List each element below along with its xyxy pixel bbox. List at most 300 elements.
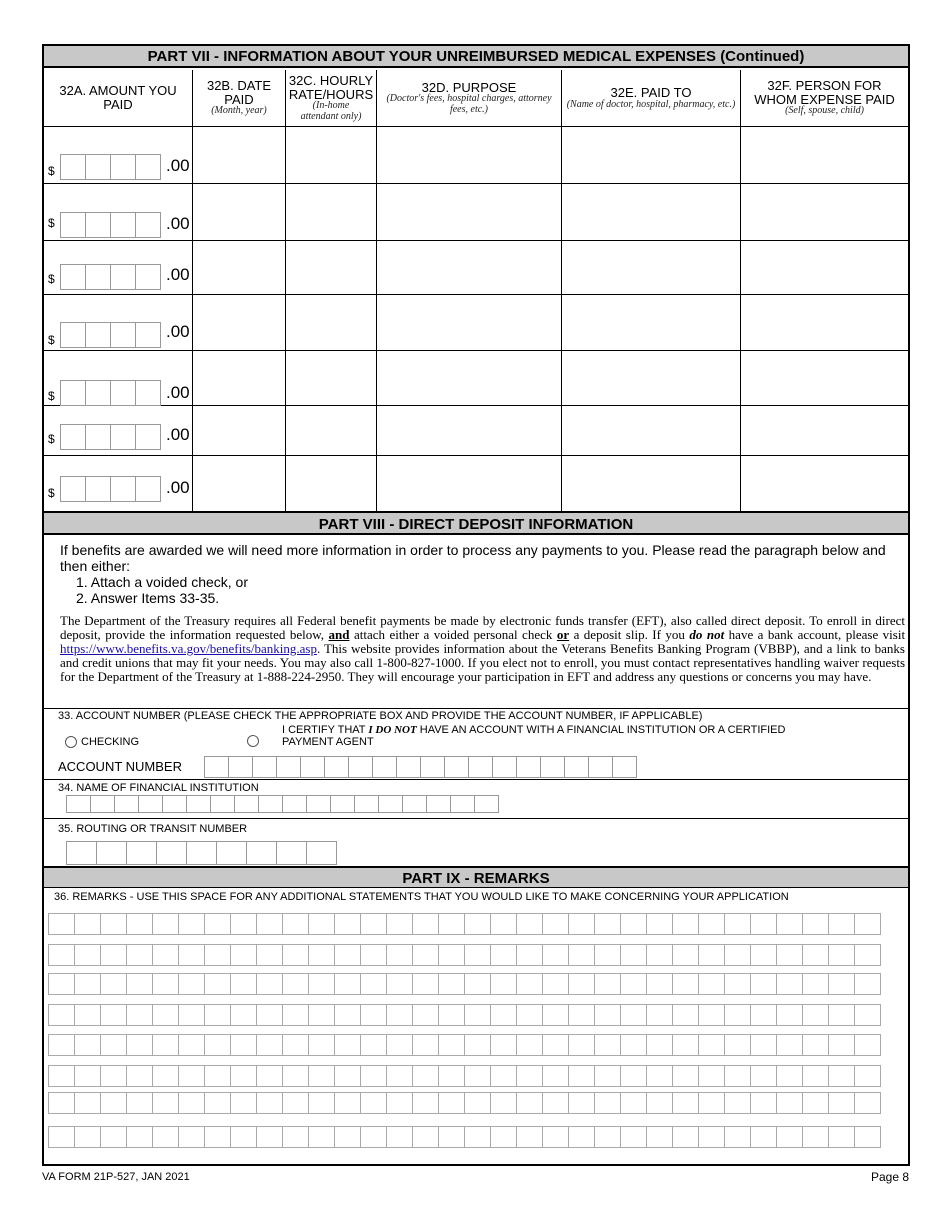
certify-text: HAVE AN ACCOUNT WITH A FINANCIAL INSTITUTION OR A CERTIFIED PAYMENT AGENT — [282, 724, 786, 748]
remark-char-box[interactable] — [74, 1126, 101, 1148]
remark-char-box[interactable] — [282, 973, 309, 995]
remark-char-box[interactable] — [256, 944, 283, 966]
remark-char-box[interactable] — [438, 913, 465, 935]
remark-char-box[interactable] — [386, 1065, 413, 1087]
remark-char-box[interactable] — [724, 1034, 751, 1056]
remark-char-box[interactable] — [724, 1092, 751, 1114]
remark-char-box[interactable] — [360, 944, 387, 966]
remark-char-box[interactable] — [750, 1004, 777, 1026]
remark-char-box[interactable] — [178, 1004, 205, 1026]
remark-char-box[interactable] — [178, 913, 205, 935]
remark-char-box[interactable] — [672, 1034, 699, 1056]
remark-char-box[interactable] — [100, 1004, 127, 1026]
remark-char-box[interactable] — [802, 1034, 829, 1056]
remark-char-box[interactable] — [334, 1004, 361, 1026]
remark-char-box[interactable] — [854, 913, 881, 935]
remark-char-box[interactable] — [74, 944, 101, 966]
remark-char-box[interactable] — [360, 1065, 387, 1087]
remark-char-box[interactable] — [854, 1065, 881, 1087]
remark-char-box[interactable] — [542, 1126, 569, 1148]
col-c-header — [286, 70, 376, 126]
remark-char-box[interactable] — [646, 944, 673, 966]
remarks-line-7[interactable] — [48, 1092, 880, 1114]
remark-char-box[interactable] — [828, 1034, 855, 1056]
cents-label: .00 — [166, 383, 190, 402]
remark-char-box[interactable] — [438, 1034, 465, 1056]
remark-char-box[interactable] — [126, 1065, 153, 1087]
remark-char-box[interactable] — [334, 944, 361, 966]
remark-char-box[interactable] — [230, 1004, 257, 1026]
remark-char-box[interactable] — [230, 1092, 257, 1114]
remark-char-box[interactable] — [672, 973, 699, 995]
para-do-not: do not — [689, 627, 725, 642]
remark-char-box[interactable] — [568, 1065, 595, 1087]
remark-char-box[interactable] — [542, 1034, 569, 1056]
remark-char-box[interactable] — [568, 1004, 595, 1026]
remark-char-box[interactable] — [828, 944, 855, 966]
remark-char-box[interactable] — [126, 1126, 153, 1148]
remark-char-box[interactable] — [802, 1004, 829, 1026]
remark-char-box[interactable] — [698, 913, 725, 935]
remark-char-box[interactable] — [256, 1065, 283, 1087]
remark-char-box[interactable] — [412, 1034, 439, 1056]
banking-link[interactable]: https://www.benefits.va.gov/benefits/banking.asp — [60, 641, 317, 656]
col-d-label: 32D. PURPOSE — [421, 79, 517, 95]
remarks-line-3[interactable] — [48, 973, 880, 995]
intro-text: If benefits are awarded we will need more information in order to process any payments to you. Please read the paragraph below and then either: — [60, 542, 886, 574]
remark-char-box[interactable] — [750, 1065, 777, 1087]
remark-char-box[interactable] — [854, 1004, 881, 1026]
remark-char-box[interactable] — [776, 1004, 803, 1026]
remark-char-box[interactable] — [594, 973, 621, 995]
remark-char-box[interactable] — [620, 973, 647, 995]
remark-char-box[interactable] — [828, 1126, 855, 1148]
remark-char-box[interactable] — [724, 913, 751, 935]
remark-char-box[interactable] — [126, 1004, 153, 1026]
remark-char-box[interactable] — [438, 1092, 465, 1114]
remark-char-box[interactable] — [308, 1004, 335, 1026]
remark-char-box[interactable] — [438, 1126, 465, 1148]
remark-char-box[interactable] — [230, 1126, 257, 1148]
remark-char-box[interactable] — [672, 1065, 699, 1087]
remark-char-box[interactable] — [724, 973, 751, 995]
remark-char-box[interactable] — [516, 973, 543, 995]
remark-char-box[interactable] — [516, 944, 543, 966]
remark-char-box[interactable] — [802, 973, 829, 995]
remark-char-box[interactable] — [230, 1065, 257, 1087]
remark-char-box[interactable] — [620, 1092, 647, 1114]
remark-char-box[interactable] — [620, 1065, 647, 1087]
remark-char-box[interactable] — [646, 1034, 673, 1056]
remark-char-box[interactable] — [412, 973, 439, 995]
remark-char-box[interactable] — [568, 1126, 595, 1148]
remark-char-box[interactable] — [464, 973, 491, 995]
remark-char-box[interactable] — [568, 913, 595, 935]
remark-char-box[interactable] — [542, 1065, 569, 1087]
part7-title: PART VII - INFORMATION ABOUT YOUR UNREIMBURSED MEDICAL EXPENSES (Continued) — [44, 46, 908, 68]
remark-char-box[interactable] — [412, 1092, 439, 1114]
remark-char-box[interactable] — [386, 913, 413, 935]
checking-radio[interactable] — [65, 736, 77, 748]
remark-char-box[interactable] — [412, 1126, 439, 1148]
remark-char-box[interactable] — [230, 944, 257, 966]
remarks-line-1[interactable] — [48, 913, 880, 935]
remark-char-box[interactable] — [490, 913, 517, 935]
remark-char-box[interactable] — [48, 913, 75, 935]
remark-char-box[interactable] — [542, 1092, 569, 1114]
remark-char-box[interactable] — [724, 1004, 751, 1026]
remark-char-box[interactable] — [178, 1065, 205, 1087]
remark-char-box[interactable] — [620, 944, 647, 966]
dollar-sign: $ — [48, 272, 55, 286]
remark-char-box[interactable] — [776, 913, 803, 935]
remark-char-box[interactable] — [490, 944, 517, 966]
remark-char-box[interactable] — [360, 1034, 387, 1056]
remark-char-box[interactable] — [386, 1126, 413, 1148]
para-text: have a bank account, please visit — [728, 627, 906, 642]
remark-char-box[interactable] — [776, 973, 803, 995]
institution-name-input[interactable] — [66, 795, 498, 813]
remark-char-box[interactable] — [516, 1034, 543, 1056]
remark-char-box[interactable] — [308, 944, 335, 966]
amount-input[interactable] — [60, 476, 160, 502]
remark-char-box[interactable] — [516, 1092, 543, 1114]
remark-char-box[interactable] — [204, 944, 231, 966]
remark-char-box[interactable] — [698, 1126, 725, 1148]
remark-char-box[interactable] — [360, 913, 387, 935]
remark-char-box[interactable] — [100, 1126, 127, 1148]
remark-char-box[interactable] — [464, 1034, 491, 1056]
remark-char-box[interactable] — [48, 1004, 75, 1026]
col-d-header — [377, 70, 561, 126]
part8-title: PART VIII - DIRECT DEPOSIT INFORMATION — [44, 511, 908, 535]
remark-char-box[interactable] — [672, 1126, 699, 1148]
remark-char-box[interactable] — [516, 1126, 543, 1148]
remark-char-box[interactable] — [776, 1065, 803, 1087]
remark-char-box[interactable] — [386, 944, 413, 966]
remark-char-box[interactable] — [750, 1092, 777, 1114]
remark-char-box[interactable] — [542, 944, 569, 966]
col-a-label: 32A. AMOUNT YOU PAID — [59, 83, 177, 112]
remark-char-box[interactable] — [776, 944, 803, 966]
remark-char-box[interactable] — [438, 973, 465, 995]
remark-char-box[interactable] — [854, 1034, 881, 1056]
remark-char-box[interactable] — [178, 1126, 205, 1148]
remark-char-box[interactable] — [698, 1034, 725, 1056]
remark-char-box[interactable] — [568, 1092, 595, 1114]
remark-char-box[interactable] — [672, 913, 699, 935]
remark-char-box[interactable] — [74, 1065, 101, 1087]
remark-char-box[interactable] — [152, 1065, 179, 1087]
remark-char-box[interactable] — [594, 1065, 621, 1087]
remark-char-box[interactable] — [360, 1126, 387, 1148]
remark-char-box[interactable] — [74, 973, 101, 995]
remark-char-box[interactable] — [204, 1004, 231, 1026]
remark-char-box[interactable] — [282, 1092, 309, 1114]
remark-char-box[interactable] — [620, 1004, 647, 1026]
remark-char-box[interactable] — [854, 944, 881, 966]
remark-char-box[interactable] — [386, 1034, 413, 1056]
remark-char-box[interactable] — [854, 1126, 881, 1148]
cents-label: .00 — [166, 265, 190, 284]
remarks-line-2[interactable] — [48, 944, 880, 966]
remark-char-box[interactable] — [854, 1092, 881, 1114]
remark-char-box[interactable] — [126, 944, 153, 966]
remark-char-box[interactable] — [412, 1065, 439, 1087]
remark-char-box[interactable] — [152, 1126, 179, 1148]
remark-char-box[interactable] — [646, 1092, 673, 1114]
remark-char-box[interactable] — [334, 913, 361, 935]
remark-char-box[interactable] — [698, 944, 725, 966]
remark-char-box[interactable] — [282, 944, 309, 966]
remark-char-box[interactable] — [672, 944, 699, 966]
remark-char-box[interactable] — [464, 1004, 491, 1026]
remark-char-box[interactable] — [568, 1034, 595, 1056]
remark-char-box[interactable] — [412, 1004, 439, 1026]
remark-char-box[interactable] — [464, 1126, 491, 1148]
remark-char-box[interactable] — [256, 973, 283, 995]
remark-char-box[interactable] — [308, 1065, 335, 1087]
remark-char-box[interactable] — [256, 1004, 283, 1026]
remarks-line-8[interactable] — [48, 1126, 880, 1148]
form-frame — [42, 44, 910, 1166]
remark-char-box[interactable] — [542, 973, 569, 995]
remark-char-box[interactable] — [776, 1092, 803, 1114]
remark-char-box[interactable] — [802, 944, 829, 966]
remark-char-box[interactable] — [282, 1126, 309, 1148]
amount-input[interactable] — [60, 264, 160, 290]
account-number-input[interactable] — [204, 756, 636, 778]
remark-char-box[interactable] — [516, 913, 543, 935]
remark-char-box[interactable] — [464, 1065, 491, 1087]
amount-input[interactable] — [60, 380, 160, 406]
remark-char-box[interactable] — [802, 1126, 829, 1148]
remark-char-box[interactable] — [48, 944, 75, 966]
remark-char-box[interactable] — [282, 1004, 309, 1026]
remarks-line-6[interactable] — [48, 1065, 880, 1087]
remark-char-box[interactable] — [100, 1092, 127, 1114]
remark-char-box[interactable] — [48, 1034, 75, 1056]
remark-char-box[interactable] — [828, 913, 855, 935]
remark-char-box[interactable] — [100, 1034, 127, 1056]
para-text: attach either a voided personal check — [353, 627, 553, 642]
remark-char-box[interactable] — [308, 1034, 335, 1056]
remark-char-box[interactable] — [256, 1034, 283, 1056]
remark-char-box[interactable] — [178, 973, 205, 995]
remark-char-box[interactable] — [386, 973, 413, 995]
remark-char-box[interactable] — [594, 913, 621, 935]
remark-char-box[interactable] — [776, 1126, 803, 1148]
remark-char-box[interactable] — [152, 913, 179, 935]
remark-char-box[interactable] — [334, 1034, 361, 1056]
remark-char-box[interactable] — [646, 1004, 673, 1026]
remark-char-box[interactable] — [204, 1092, 231, 1114]
remark-char-box[interactable] — [100, 944, 127, 966]
remark-char-box[interactable] — [542, 1004, 569, 1026]
remark-char-box[interactable] — [490, 1034, 517, 1056]
col-f-label: 32F. PERSON FOR WHOM EXPENSE PAID — [754, 78, 895, 107]
remark-char-box[interactable] — [308, 1092, 335, 1114]
remark-char-box[interactable] — [282, 1034, 309, 1056]
remark-char-box[interactable] — [750, 913, 777, 935]
remark-char-box[interactable] — [152, 1004, 179, 1026]
remark-char-box[interactable] — [308, 1126, 335, 1148]
remark-char-box[interactable] — [74, 913, 101, 935]
remark-char-box[interactable] — [438, 1004, 465, 1026]
amount-input[interactable] — [60, 424, 160, 450]
remark-char-box[interactable] — [178, 944, 205, 966]
remark-char-box[interactable] — [204, 1034, 231, 1056]
remark-char-box[interactable] — [74, 1092, 101, 1114]
remark-char-box[interactable] — [594, 944, 621, 966]
remark-char-box[interactable] — [126, 1034, 153, 1056]
remark-char-box[interactable] — [750, 973, 777, 995]
remark-char-box[interactable] — [698, 1065, 725, 1087]
remark-char-box[interactable] — [594, 1034, 621, 1056]
remark-char-box[interactable] — [412, 944, 439, 966]
col-a-header — [44, 70, 192, 126]
remark-char-box[interactable] — [204, 1126, 231, 1148]
remark-char-box[interactable] — [48, 973, 75, 995]
remark-char-box[interactable] — [490, 1092, 517, 1114]
remark-char-box[interactable] — [464, 1092, 491, 1114]
col-b-sub: (Month, year) — [211, 105, 267, 117]
remark-char-box[interactable] — [802, 1092, 829, 1114]
remark-char-box[interactable] — [256, 913, 283, 935]
remark-char-box[interactable] — [152, 1092, 179, 1114]
remark-char-box[interactable] — [204, 1065, 231, 1087]
certify-label — [282, 724, 812, 748]
para-text: . This website provides information about the Veterans Benefits Banking Program (VBBP), and a link to banks and credit unions that may fit your needs. You may also call 1-800-827-1000. If you elect not to enroll, you must contact representatives handling waiver requests for the Department of the Treasury at 1-888-224-2950. They will encourage your participation in EFT and address any questions or concerns you may have. — [60, 641, 905, 684]
remark-char-box[interactable] — [724, 1126, 751, 1148]
remark-char-box[interactable] — [750, 1034, 777, 1056]
remark-char-box[interactable] — [360, 1004, 387, 1026]
remarks-line-5[interactable] — [48, 1034, 880, 1056]
remark-char-box[interactable] — [334, 1126, 361, 1148]
remark-char-box[interactable] — [698, 1004, 725, 1026]
remark-char-box[interactable] — [178, 1092, 205, 1114]
amount-input[interactable] — [60, 322, 160, 348]
remark-char-box[interactable] — [74, 1034, 101, 1056]
cents-label: .00 — [166, 156, 190, 175]
remark-char-box[interactable] — [542, 913, 569, 935]
amount-input[interactable] — [60, 154, 160, 180]
remark-char-box[interactable] — [230, 913, 257, 935]
remark-char-box[interactable] — [438, 1065, 465, 1087]
remark-char-box[interactable] — [490, 973, 517, 995]
para-and: and — [328, 627, 350, 642]
remark-char-box[interactable] — [802, 1065, 829, 1087]
remark-char-box[interactable] — [308, 973, 335, 995]
remark-char-box[interactable] — [178, 1034, 205, 1056]
remark-char-box[interactable] — [464, 913, 491, 935]
remark-char-box[interactable] — [828, 973, 855, 995]
remark-char-box[interactable] — [308, 913, 335, 935]
no-account-radio[interactable] — [247, 735, 259, 747]
remark-char-box[interactable] — [48, 1065, 75, 1087]
remark-char-box[interactable] — [698, 1092, 725, 1114]
remark-char-box[interactable] — [48, 1092, 75, 1114]
remark-char-box[interactable] — [334, 1065, 361, 1087]
remark-char-box[interactable] — [386, 1092, 413, 1114]
routing-number-input[interactable] — [66, 841, 336, 865]
remark-char-box[interactable] — [230, 973, 257, 995]
remark-char-box[interactable] — [750, 1126, 777, 1148]
remark-char-box[interactable] — [152, 973, 179, 995]
remark-char-box[interactable] — [256, 1092, 283, 1114]
remark-char-box[interactable] — [828, 1092, 855, 1114]
remark-char-box[interactable] — [126, 913, 153, 935]
remark-char-box[interactable] — [464, 944, 491, 966]
remark-char-box[interactable] — [594, 1126, 621, 1148]
remark-char-box[interactable] — [516, 1065, 543, 1087]
remark-char-box[interactable] — [204, 913, 231, 935]
remark-char-box[interactable] — [854, 973, 881, 995]
remark-char-box[interactable] — [828, 1004, 855, 1026]
remark-char-box[interactable] — [568, 973, 595, 995]
remark-char-box[interactable] — [100, 1065, 127, 1087]
remark-char-box[interactable] — [152, 1034, 179, 1056]
remark-char-box[interactable] — [698, 973, 725, 995]
remark-char-box[interactable] — [646, 1065, 673, 1087]
remark-char-box[interactable] — [152, 944, 179, 966]
remark-char-box[interactable] — [802, 913, 829, 935]
remark-char-box[interactable] — [282, 1065, 309, 1087]
remark-char-box[interactable] — [386, 1004, 413, 1026]
remark-char-box[interactable] — [204, 973, 231, 995]
remark-char-box[interactable] — [256, 1126, 283, 1148]
remark-char-box[interactable] — [776, 1034, 803, 1056]
remark-char-box[interactable] — [126, 1092, 153, 1114]
remark-char-box[interactable] — [516, 1004, 543, 1026]
remark-char-box[interactable] — [360, 1092, 387, 1114]
remark-char-box[interactable] — [568, 944, 595, 966]
remark-char-box[interactable] — [594, 1092, 621, 1114]
remark-char-box[interactable] — [724, 944, 751, 966]
remark-char-box[interactable] — [74, 1004, 101, 1026]
remark-char-box[interactable] — [828, 1065, 855, 1087]
remark-char-box[interactable] — [620, 913, 647, 935]
remark-char-box[interactable] — [334, 973, 361, 995]
remark-char-box[interactable] — [230, 1034, 257, 1056]
remark-char-box[interactable] — [646, 913, 673, 935]
remark-char-box[interactable] — [594, 1004, 621, 1026]
amount-input[interactable] — [60, 212, 160, 238]
remark-char-box[interactable] — [48, 1126, 75, 1148]
remark-char-box[interactable] — [490, 1004, 517, 1026]
remark-char-box[interactable] — [126, 973, 153, 995]
remark-char-box[interactable] — [646, 1126, 673, 1148]
remark-char-box[interactable] — [282, 913, 309, 935]
remark-char-box[interactable] — [724, 1065, 751, 1087]
remark-char-box[interactable] — [334, 1092, 361, 1114]
remark-char-box[interactable] — [646, 973, 673, 995]
remark-char-box[interactable] — [620, 1126, 647, 1148]
remark-char-box[interactable] — [438, 944, 465, 966]
remarks-line-4[interactable] — [48, 1004, 880, 1026]
remark-char-box[interactable] — [412, 913, 439, 935]
remark-char-box[interactable] — [750, 944, 777, 966]
remark-char-box[interactable] — [490, 1065, 517, 1087]
remark-char-box[interactable] — [360, 973, 387, 995]
remark-char-box[interactable] — [672, 1092, 699, 1114]
remark-char-box[interactable] — [100, 913, 127, 935]
remark-char-box[interactable] — [490, 1126, 517, 1148]
remark-char-box[interactable] — [100, 973, 127, 995]
remark-char-box[interactable] — [672, 1004, 699, 1026]
para-text: a deposit slip. If you — [573, 627, 685, 642]
remark-char-box[interactable] — [620, 1034, 647, 1056]
